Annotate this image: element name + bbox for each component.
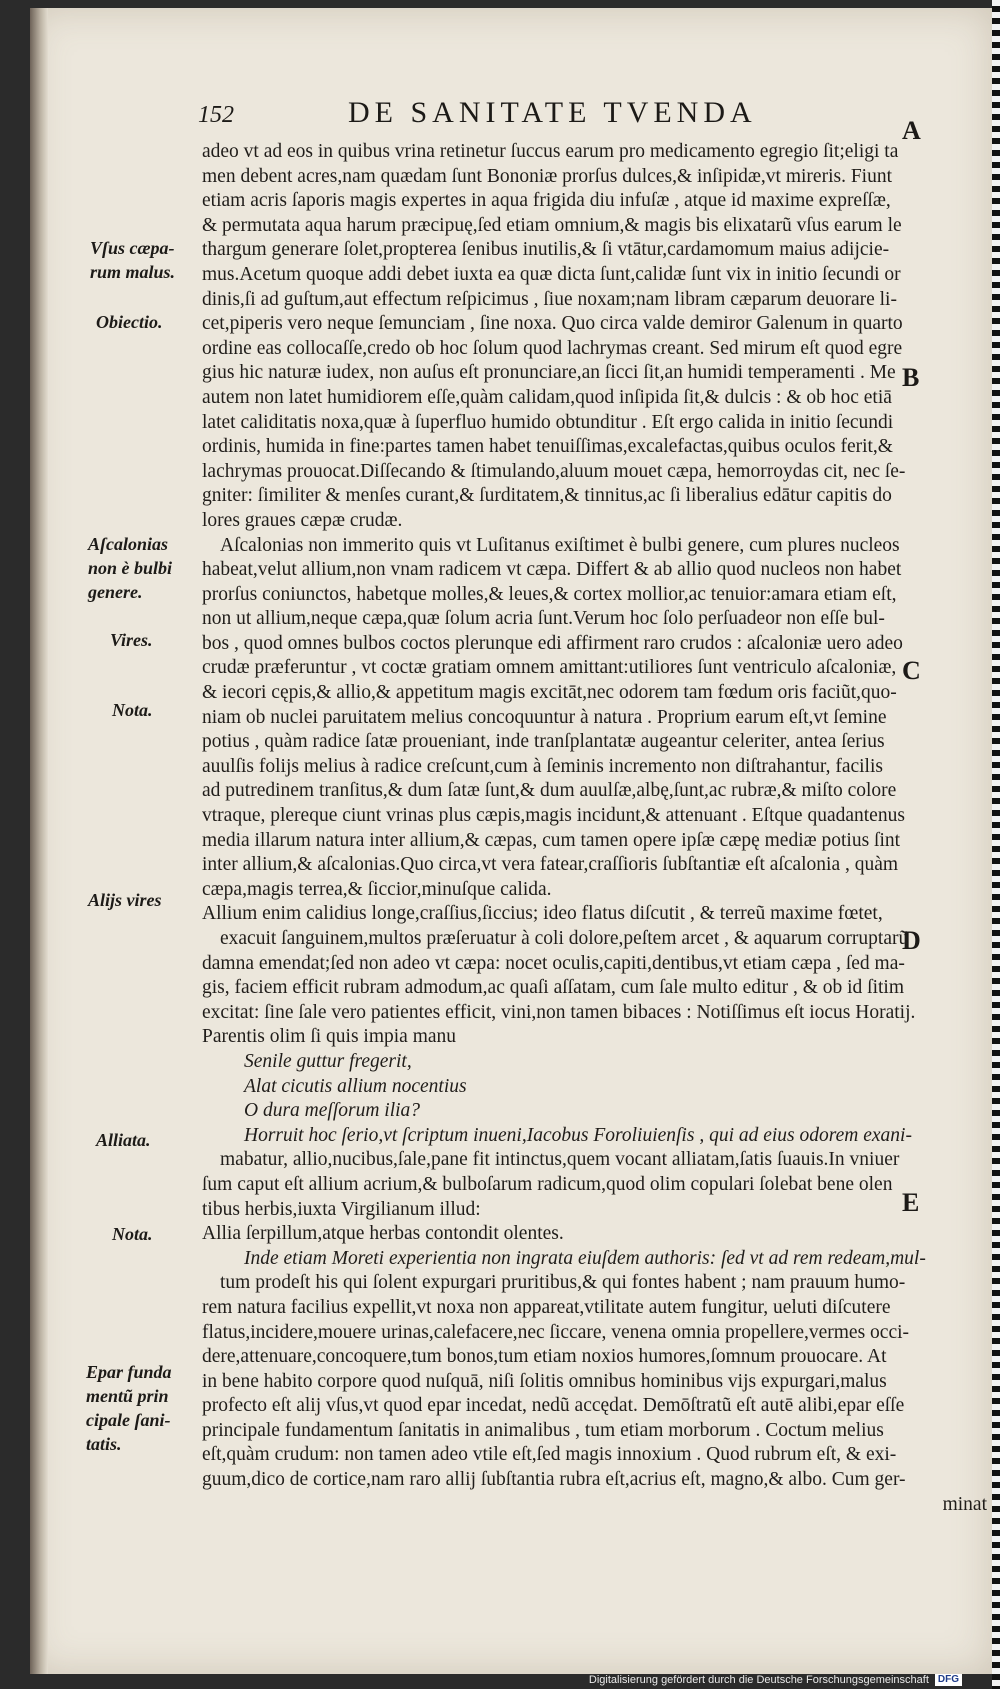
section-letter-a: A: [902, 116, 921, 145]
footer-text: Digitalisierung gefördert durch die Deutsche Forschungsgemeinschaft: [588, 1673, 929, 1686]
text-line: excitat: ſine ſale vero patientes efficit, vini,non tamen bibaces : Notiſſimus eſt iocus Horatij.: [202, 1001, 916, 1023]
text-line: inter allium,& aſcalonias.Quo circa,vt vera fatear,craſſioris ſubſtantiæ eſt aſcalonia , quàm: [202, 854, 899, 876]
text-line: Horruit hoc ſerio,vt ſcriptum inueni,Iacobus Foroliuienſis , qui ad eius odorem exani-: [244, 1124, 912, 1146]
text-line: flatus,incidere,mouere urinas,calefacere,nec ſiccare, venena omnia propellere,vermes occi-: [202, 1321, 910, 1343]
margin-note-nota-2: Nota.: [112, 1224, 153, 1244]
text-line: potius , quàm radice ſatæ proueniant, inde tranſplantatæ augeantur celeriter, antea ſerius: [202, 731, 885, 753]
text-line: prorſus coniunctos, habetque molles,& leues,& cortex mollior,ac tenuior:amara etiam eſt,: [202, 583, 897, 605]
text-line: principale fundamentum ſanitatis in animalibus , tum etiam morborum . Coctum melius: [202, 1419, 884, 1441]
text-line: Parentis olim ſi quis impia manu: [202, 1026, 457, 1048]
text-line: cet,piperis vero neque ſemunciam , ſine noxa. Quo circa valde demiror Galenum in quarto: [202, 313, 903, 335]
section-letter-e: E: [902, 1188, 920, 1217]
text-line: ordinis, humida in fine:partes tamen habet tenuiſſimas,excalefactas,quibus oculos ferit,&: [202, 436, 893, 458]
margin-note-alliata: Alliata.: [96, 1130, 151, 1150]
text-line: ad putredinem tranſitus,& dum ſatæ ſunt,& dum auulſæ,albę,ſunt,ac rubræ,& miſto colore: [202, 780, 897, 802]
text-line: lores graues cæpæ crudæ.: [202, 509, 403, 531]
text-line: cæpa,magis terrea,& ſiccior,minuſque calida.: [202, 878, 552, 900]
text-line: tum prodeſt his qui ſolent expurgari pruritibus,& qui fontes habent ; nam prauum humo-: [220, 1272, 906, 1294]
text-line: gius hic naturæ iudex, non auſus eſt pronunciare,an ſicci ſit,an humidi temperamenti . Me: [202, 362, 896, 384]
text-line: Allia ſerpillum,atque herbas contondit olentes.: [202, 1223, 564, 1245]
digitization-footer: [589, 1672, 962, 1687]
text-line: habeat,velut allium,non vnam radicem vt cæpa. Differt & ab allio quod nucleos non habet: [202, 559, 902, 581]
text-line: Aſcalonias non immerito quis vt Luſitanus exiſtimet è bulbi genere, cum plures nucleos: [220, 534, 900, 556]
text-line: & permutata aqua harum præcipuę,ſed etiam omnium,& magis bis elixatarũ vſus earum le: [202, 214, 902, 236]
text-line: lachrymas prouocat.Diſſecando & ſtimulando,aluum mouet cæpa, hemorroydas cit, nec ſe-: [202, 460, 906, 482]
dfg-logo: DFG: [935, 1674, 962, 1686]
text-line: adeo vt ad eos in quibus vrina retinetur ſuccus earum pro medicamento egregio ſit;eligi ta: [202, 141, 899, 162]
text-line: bos , quod omnes bulbos coctos plerunque edi affirment raro crudos : aſcaloniæ uero adeo: [202, 632, 903, 654]
text-line: mus.Acetum quoque addi debet iuxta ea quæ dicta ſunt,calidæ ſunt vix in initio ſecundi or: [202, 263, 901, 285]
text-line: gis, faciem efficit rubram admodum,ac quaſi aſſatam, cum ſale multo editur , & ob id ſitim: [202, 977, 904, 999]
page-header: [198, 96, 838, 136]
text-line: non ut allium,neque cæpa,quæ ſolum acria ſunt.Verum hoc ſolo perſuadeor non eſſe bul-: [202, 608, 885, 630]
text-line: dere,attenuare,concoquere,tum bonos,tum etiam noxios humores,ſomnum prouocare. At: [202, 1346, 887, 1368]
margin-note-aliis-vires: Alijs vires: [88, 890, 162, 910]
text-line: gniter: ſimiliter & menſes curant,& ſurditatem,& tinnitus,ac ſi liberalius edātur capitis do: [202, 485, 892, 507]
margin-note-nota-1: Nota.: [112, 700, 153, 720]
text-line: guum,dico de cortice,nam raro allij ſubſtantia rubra eſt,acrius eſt, magno,& albo. Cum ger-: [202, 1469, 906, 1491]
text-line: autem non latet humidiorem eſſe,quàm calidam,quod inſipida ſit,& dulcis : & ob hoc etiā: [202, 386, 892, 408]
text-line: Allium enim calidius longe,craſſius,ſiccius; ideo flatus diſcutit , & terreũ maxime fœtet,: [202, 903, 883, 925]
body-text: [202, 140, 987, 1517]
text-line: in bene habito corpore quod nuſquā, niſi ſolitis omnibus hominibus vijs expurgari,malus: [202, 1370, 887, 1392]
text-line: exacuit ſanguinem,multos præſeruatur à coli dolore,peſtem arcet , & aquarum corruptarũ: [220, 928, 909, 949]
text-line: latet caliditatis noxa,quæ à ſuperfluo humido obtunditur . Eſt ergo calida in initio ſecundi: [202, 411, 894, 433]
text-line: crudæ præferuntur , vt coctæ gratiam omnem amittant:utiliores ſunt ventriculo aſcaloniæ,: [202, 657, 897, 679]
running-title: DE SANITATE TVENDA: [348, 96, 757, 129]
section-letter-c: C: [902, 656, 921, 685]
text-line: tibus herbis,iuxta Virgilianum illud:: [202, 1198, 481, 1220]
text-line: thargum generare ſolet,propterea ſenibus inutilis,& ſi vtātur,cardamomum maius adijcie-: [202, 239, 890, 261]
text-line: Senile guttur fregerit,: [244, 1050, 412, 1072]
text-line: media illarum natura inter allium,& cæpas, cum tamen opere ipſæ cæpę mediæ potius ſint: [202, 829, 901, 851]
text-line: O dura meſſorum ilia?: [244, 1100, 421, 1122]
margin-note-usus: Vſus cæpa- rum malus.: [90, 238, 176, 282]
text-line: ordine eas collocaſſe,credo ob hoc ſolum quod lachrymas creant. Sed mirum eſt quod egre: [202, 337, 903, 359]
text-line: auulſis folijs melius à radice creſcunt,cum à ſeminis incremento non diſtrahantur, facilis: [202, 755, 883, 777]
margin-note-vires: Vires.: [110, 630, 153, 650]
text-line: damna emendat;ſed non adeo vt cæpa: nocet oculis,capiti,dentibus,vt etiam cæpa , ſed ma-: [202, 952, 905, 974]
section-letter-b: B: [902, 363, 920, 392]
scan-ruler: [992, 0, 1000, 1689]
text-line: minat: [942, 1493, 987, 1515]
text-line: vtraque, plereque ciunt vrinas plus cæpis,magis incidunt,& attenuant . Eſtque quadantenus: [202, 805, 905, 827]
page-spine-shadow: [30, 8, 48, 1674]
page-number: 152: [198, 102, 234, 128]
text-line: ſum caput eſt allium acrium,& bulboſarum radicum,quod olim copulari ſolebat bene olen: [202, 1173, 893, 1195]
text-line: mabatur, allio,nucibus,ſale,pane fit intinctus,quem vocant alliatam,ſatis ſuauis.In vniuer: [220, 1149, 900, 1171]
text-line: etiam acris ſaporis magis expertes in aqua frigida diu infuſæ , atque id maxime expreſſæ,: [202, 190, 891, 212]
text-line: rem natura facilius expellit,vt noxa non appareat,vtilitate autem fungitur, ueluti diſcutere: [202, 1296, 891, 1318]
text-line: & iecori cępis,& allio,& appetitum magis excitāt,nec odorem tam fœdum oris faciũt,quo-: [202, 682, 897, 704]
margin-note-epar: Epar funda mentũ prin cipale ſani- tatis.: [86, 1362, 172, 1454]
text-line: profecto eſt alij vſus,vt quod epar incedat, nedũ accędat. Demōſtratũ eſt autē alibi,epar eſſe: [202, 1395, 905, 1417]
margin-note-obiectio: Obiectio.: [96, 312, 163, 332]
section-letter-d: D: [902, 926, 921, 955]
book-page: [30, 8, 992, 1674]
margin-note-ascaloniae: Aſcalonias non è bulbi genere.: [88, 534, 173, 602]
text-line: eſt,quàm crudum: non tamen adeo vtile eſt,ſed magis innoxium . Quod rubrum eſt, & exi-: [202, 1444, 897, 1466]
text-line: Inde etiam Moreti experientia non ingrata eiuſdem authoris: ſed vt ad rem redeam,mul-: [244, 1247, 926, 1269]
text-line: Alat cicutis allium nocentius: [244, 1075, 467, 1097]
text-line: dinis,ſi ad guſtum,aut effectum reſpicimus , ſiue noxam;nam libram cæparum deuorare li-: [202, 288, 897, 310]
text-line: men debent acres,nam quædam ſunt Bononiæ prorſus dulces,& inſipidæ,vt mireris. Fiunt: [202, 165, 893, 187]
text-line: niam ob nuclei paruitatem melius concoquuntur à natura . Proprium earum eſt,vt ſemine: [202, 706, 887, 728]
